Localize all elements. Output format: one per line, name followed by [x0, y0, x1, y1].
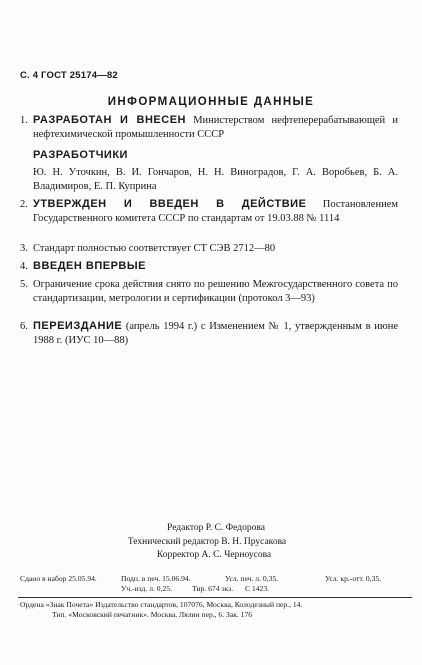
typeset-date: Сдано в набор 25.05.94.: [20, 574, 97, 583]
item-lead: РАЗРАБОТАН И ВНЕСЕН: [33, 114, 186, 126]
print-run: Тир. 674 экз.: [192, 584, 234, 593]
item-lead: УТВЕРЖДЕН И ВВЕДЕН В ДЕЙСТВИЕ: [33, 198, 307, 210]
item-lead: ПЕРЕИЗДАНИЕ: [33, 320, 123, 332]
running-header: С. 4 ГОСТ 25174—82: [20, 70, 118, 81]
developers-heading: РАЗРАБОТЧИКИ: [33, 149, 128, 161]
print-sheets: Усл. печ. л. 0,35.: [225, 574, 279, 583]
item-number: 6.: [20, 321, 28, 332]
item-text: Министерством нефтеперерабатывающей и нефтехимической промышленности СССР: [33, 115, 398, 140]
signed-date: Подп. в печ. 15.06.94.: [121, 574, 191, 583]
editor: Редактор Р. С. Федорова: [167, 523, 265, 533]
publisher-line-2: Тип. «Московский печатник». Москва, Лялин пер., 6. Зак. 176: [52, 610, 253, 619]
print-info: [20, 574, 410, 594]
item-text: (апрель 1994 г.) с Изменением № 1, утвержденным в июне 1988 г. (ИУС 10—88): [33, 321, 399, 346]
proofreader: Корректор А. С. Черноусова: [156, 550, 272, 560]
publisher-line-1: Ордена «Знак Почета» Издательство стандартов, 107076, Москва, Колодезный пер., 14.: [20, 600, 303, 609]
editorial-credits: [0, 522, 422, 563]
item-number: 2.: [20, 199, 28, 210]
info-item-5: [20, 278, 398, 305]
item-text: Ограничение срока действия снято по решению Межгосударственного совета по стандартизации, метрологии и сертификации (протокол 3—93): [33, 279, 398, 304]
info-item-2: [20, 198, 398, 225]
item-text: Стандарт полностью соответствует СТ СЭВ 2712—80: [33, 243, 276, 254]
color-prints: Усл. кр.-отт. 0,35.: [325, 574, 382, 583]
item-number: 5.: [20, 279, 28, 290]
info-item-3: [20, 242, 398, 256]
publisher-sheets: Уч.-изд. л. 0,25.: [121, 584, 172, 593]
info-item-1: [20, 114, 398, 141]
developers-names: Ю. Н. Уточкин, В. И. Гончаров, Н. Н. Виноградов, Г. А. Воробьев, Б. А. Владимиров, Е. П. Куприна: [33, 167, 398, 192]
item-number: 3.: [20, 243, 28, 254]
publisher-info: [20, 600, 410, 620]
developers-list: [20, 166, 398, 193]
info-item-6: [20, 320, 398, 347]
item-number: 1.: [20, 115, 28, 126]
tech-editor: Технический редактор В. Н. Прусакова: [127, 536, 287, 547]
item-lead: ВВЕДЕН ВПЕРВЫЕ: [33, 260, 146, 272]
section-title: ИНФОРМАЦИОННЫЕ ДАННЫЕ: [107, 96, 315, 108]
order-number: С 1423.: [245, 584, 270, 593]
item-text: Постановлением Государственного комитета СССР по стандартам от 19.03.88 № 1114: [33, 199, 398, 224]
item-number: 4.: [20, 261, 28, 272]
info-item-4: [20, 260, 398, 274]
divider-rule: [18, 597, 412, 598]
